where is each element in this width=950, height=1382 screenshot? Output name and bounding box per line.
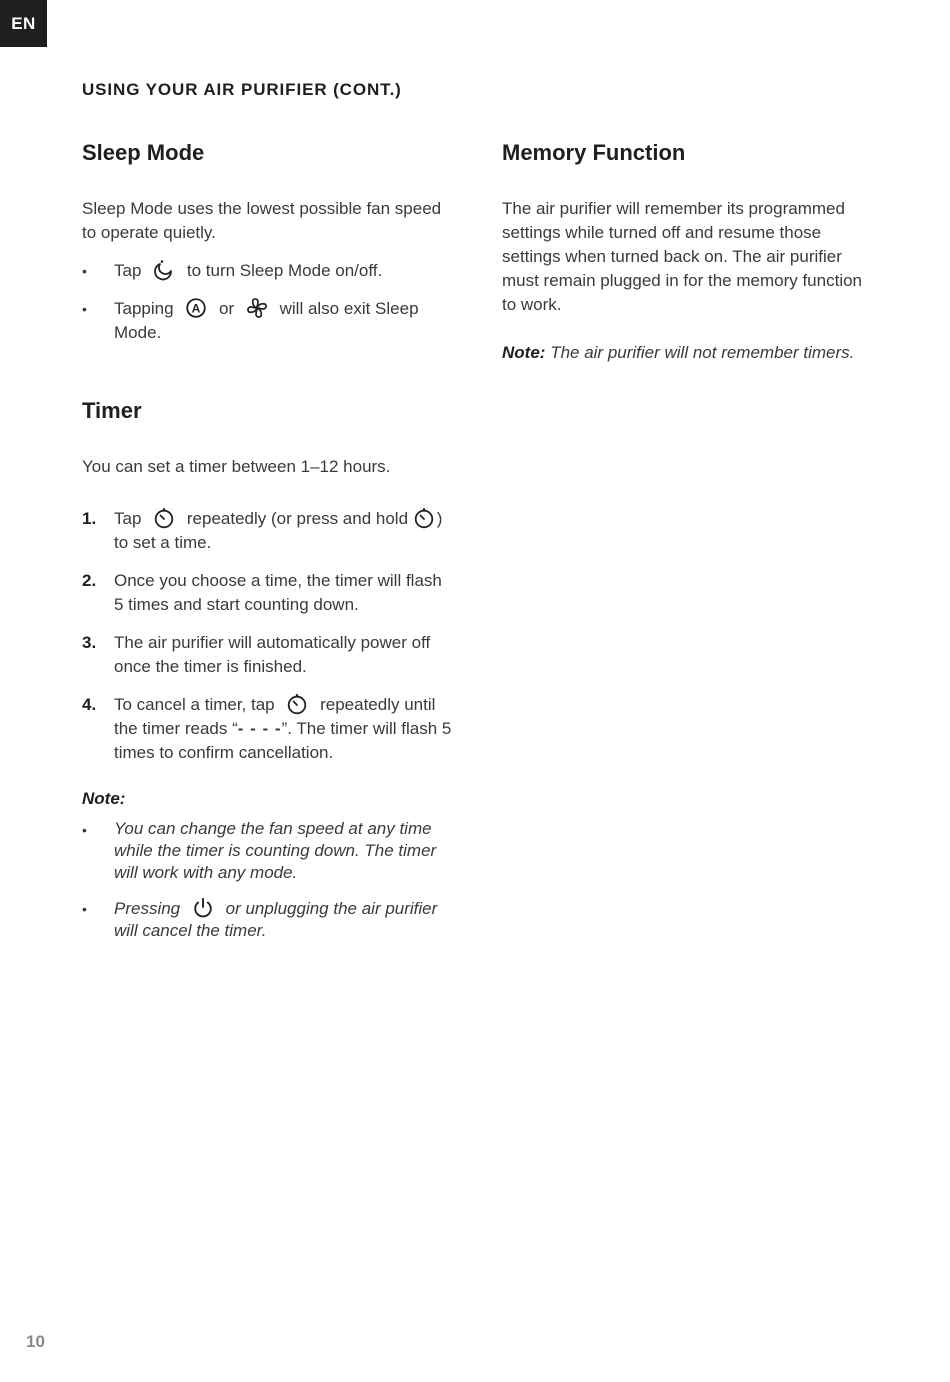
- note-text: Pressing or unplugging the air purifier will cancel the timer.: [114, 899, 438, 940]
- auto-mode-icon: [185, 297, 207, 319]
- note-label: Note:: [502, 343, 546, 362]
- sleep-mode-icon: [153, 259, 175, 281]
- step-number: 2.: [82, 571, 97, 590]
- list-item: [82, 818, 452, 884]
- page-number: 10: [26, 1332, 45, 1351]
- timer-dashes: - - - -: [237, 719, 282, 738]
- sleep-mode-title: Sleep Mode: [82, 140, 205, 165]
- step-number: 3.: [82, 633, 97, 652]
- memory-function-body: The air purifier will remember its programmed settings while turned off and resume those settings when turned back on. The air purifier must remain plugged in for the memory function to work.: [502, 199, 863, 314]
- list-item: [82, 507, 452, 555]
- timer-steps: [82, 507, 452, 765]
- memory-function-title: Memory Function: [502, 140, 686, 165]
- timer-title: Timer: [82, 398, 142, 423]
- bullet-mark: •: [82, 263, 87, 279]
- bullet-text-post: will also exit Sleep Mode.: [114, 299, 419, 342]
- timer-icon: [153, 507, 175, 529]
- timer-intro: You can set a timer between 1–12 hours.: [82, 457, 391, 476]
- step-text-mid: repeatedly until the timer reads “: [114, 695, 436, 738]
- sleep-mode-bullets: [82, 259, 452, 345]
- step-number: 1.: [82, 509, 97, 528]
- timer-notes: [82, 818, 452, 942]
- step-text: The air purifier will automatically power off once the timer is finished.: [114, 633, 431, 676]
- memory-note: [502, 342, 862, 364]
- timer-note-label: Note:: [82, 789, 126, 808]
- svg-text:A: A: [191, 301, 201, 316]
- step-text-pre: To cancel a timer, tap: [114, 695, 275, 714]
- left-column: [82, 138, 452, 942]
- right-column: [502, 138, 862, 364]
- list-item: [82, 297, 452, 345]
- bullet-mark: •: [82, 822, 87, 838]
- bullet-text-post: to turn Sleep Mode on/off.: [186, 261, 383, 280]
- power-icon: [192, 897, 214, 919]
- step-text-post: ) to set a time.: [114, 509, 443, 552]
- step-text-pre: Tap: [114, 509, 142, 528]
- bullet-text-pre: Tapping: [114, 299, 174, 318]
- list-item: [82, 569, 452, 617]
- fan-icon: [246, 297, 268, 319]
- sleep-mode-intro: Sleep Mode uses the lowest possible fan speed to operate quietly.: [82, 199, 442, 242]
- section-header: USING YOUR AIR PURIFIER (CONT.): [82, 80, 402, 99]
- list-item: [82, 693, 452, 765]
- bullet-text-mid: or: [219, 299, 235, 318]
- list-item: [82, 897, 452, 942]
- bullet-mark: •: [82, 901, 87, 917]
- step-text-post: ”. The timer will flash 5 times to confirm cancellation.: [114, 719, 452, 762]
- step-text: Once you choose a time, the timer will flash 5 times and start counting down.: [114, 571, 442, 614]
- list-item: [82, 259, 452, 283]
- bullet-mark: •: [82, 301, 87, 317]
- note-text: You can change the fan speed at any time while the timer is counting down. The timer will work with any mode.: [114, 819, 437, 882]
- step-number: 4.: [82, 695, 97, 714]
- bullet-text-pre: Tap: [114, 261, 142, 280]
- step-text-mid: repeatedly (or press and hold: [186, 509, 409, 528]
- timer-icon: [413, 507, 435, 529]
- note-text: The air purifier will not remember timers.: [550, 343, 855, 362]
- language-tab: EN: [0, 0, 47, 47]
- timer-icon: [286, 693, 308, 715]
- list-item: [82, 631, 452, 679]
